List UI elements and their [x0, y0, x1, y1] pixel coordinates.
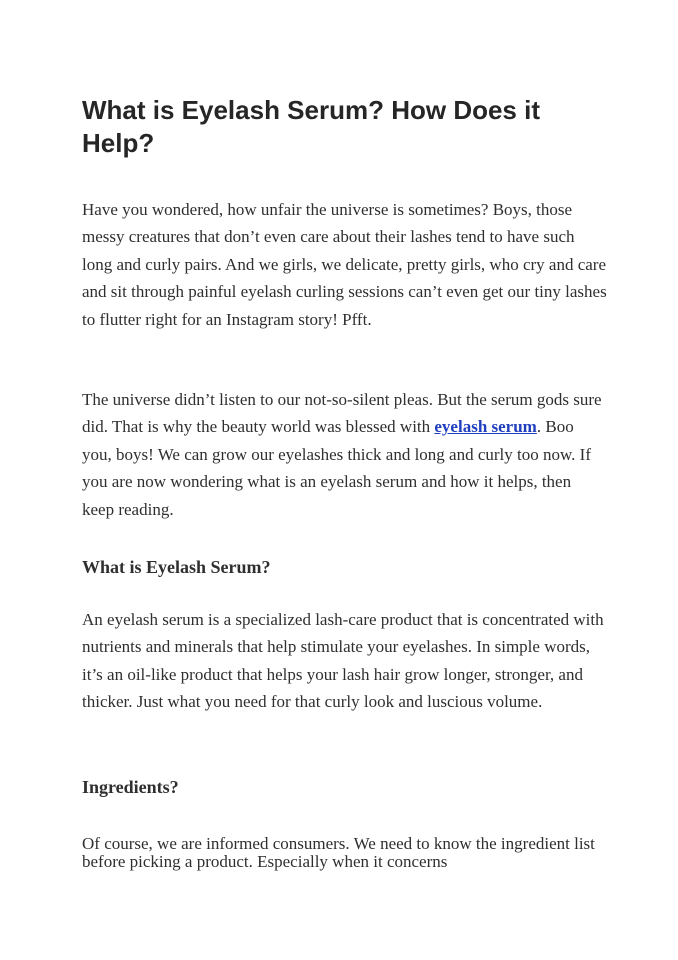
article-title: What is Eyelash Serum? How Does it Help?: [82, 95, 540, 158]
intro-paragraph: Have you wondered, how unfair the universe is sometimes? Boys, those messy creatures that don’t even care about their lashes tend to have such long and curly pairs. And we girls, we delicate, pretty girls, who cry and care and sit through painful eyelash curling sessions can’t even get our tiny lashes to flutter right for an Instagram story! Pfft.: [82, 200, 607, 329]
what-is-paragraph: An eyelash serum is a specialized lash-care product that is concentrated with nutrients and minerals that help stimulate your eyelashes. In simple words, it’s an oil-like product that helps your lash hair grow longer, stronger, and thicker. Just what you need for that curly look and luscious volume.: [82, 610, 604, 712]
paragraph-text-after-link: . Boo you, boys! We can grow our eyelashes thick and long and curly too now. If you are now wondering what is an eyelash serum and how it helps, then keep reading.: [82, 417, 591, 519]
paragraph-text-before-link: The universe didn’t listen to our not-so-silent pleas. But the serum gods sure did. That is why the beauty world was blessed with: [82, 390, 602, 437]
eyelash-serum-link[interactable]: eyelash serum: [434, 417, 537, 437]
ingredients-paragraph: Of course, we are informed consumers. We need to know the ingredient list before picking a product. Especially when it concerns: [82, 834, 595, 871]
serum-intro-paragraph: [82, 386, 607, 523]
section-heading-what-is: What is Eyelash Serum?: [82, 557, 271, 577]
section-heading-ingredients: Ingredients?: [82, 777, 179, 797]
